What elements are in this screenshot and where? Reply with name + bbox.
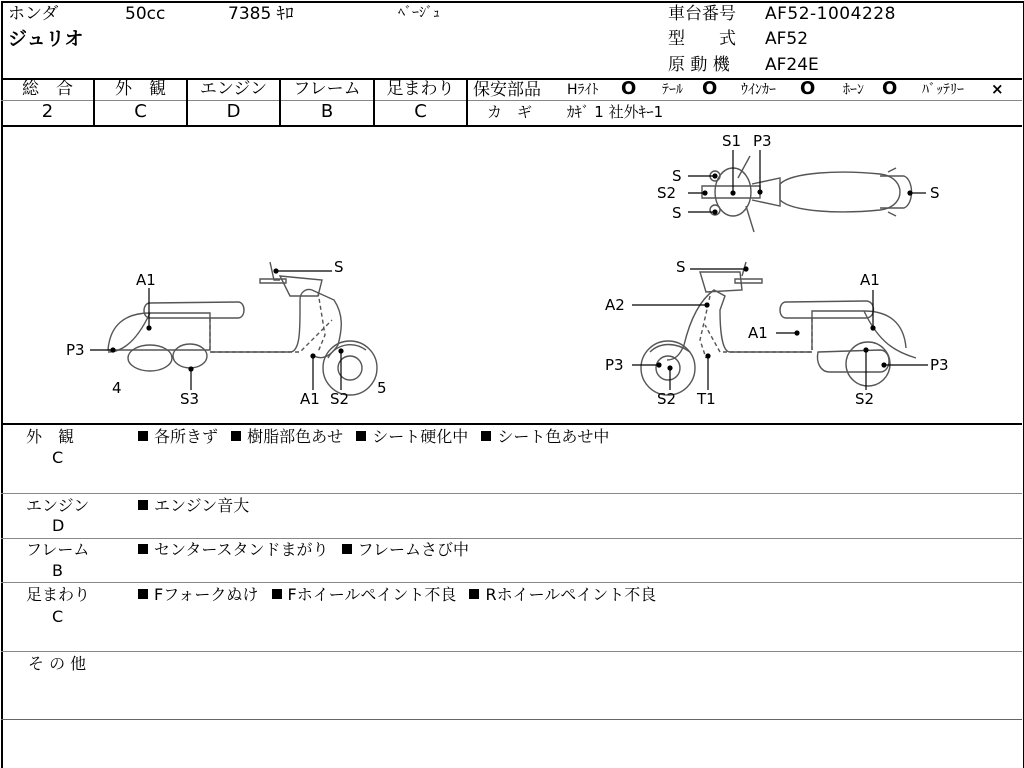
safety-battery-status: × <box>991 80 1004 98</box>
top-label-S1: S1 <box>722 132 742 150</box>
damage-diagram <box>0 126 1024 423</box>
maker: ホンダ <box>8 4 59 24</box>
right-label-A2: A2 <box>605 296 625 314</box>
frame-number-label: 車台番号 <box>668 4 736 24</box>
type-value: AF52 <box>765 29 809 49</box>
bullet-icon <box>138 544 148 554</box>
grade-chassis-label: 足まわり <box>386 79 455 99</box>
left-label-S2: S2 <box>330 390 350 408</box>
bullet-icon <box>138 500 148 510</box>
diagram-bottom-line <box>1 423 1022 425</box>
safety-winker-status: O <box>800 78 816 99</box>
key-label: カ ギ <box>487 103 533 121</box>
bullet-icon <box>481 431 491 441</box>
top-label-S-upper: S <box>672 167 682 185</box>
remark-item: センタースタンドまがり <box>154 540 329 559</box>
remark-item: Rホイールペイント不良 <box>485 585 657 604</box>
left-label-A1b: A1 <box>300 390 320 408</box>
right-label-S2: S2 <box>657 390 677 408</box>
remarks-divider-4 <box>1 651 1022 652</box>
grade-engine-value: D <box>226 101 241 122</box>
safety-tail: ﾃｰﾙ <box>662 82 683 98</box>
remark-item: シート硬化中 <box>372 427 469 446</box>
remark-item: Fホイールペイント不良 <box>287 585 457 604</box>
top-label-S-rear: S <box>930 184 940 202</box>
safety-mid-line <box>468 100 1022 101</box>
grade-frame-value: B <box>320 101 334 122</box>
bullet-icon <box>469 589 479 599</box>
displacement: 50cc <box>125 4 166 24</box>
left-label-P3: P3 <box>66 341 85 359</box>
remark-item: Fフォークぬけ <box>154 585 259 604</box>
grade-engine-label: エンジン <box>199 79 268 99</box>
key-value: ｶｷﾞ 1 社外ｷｰ1 <box>567 103 664 121</box>
top-label-P3: P3 <box>753 132 772 150</box>
engine-label: 原 動 機 <box>668 55 730 75</box>
remark-chassis-list <box>138 587 656 603</box>
safety-winker: ｳｲﾝｶｰ <box>741 82 776 98</box>
left-label-S3: S3 <box>180 390 200 408</box>
grade-exterior-value: C <box>134 101 147 122</box>
remark-engine-grade: D <box>52 516 65 535</box>
frame-number: AF52-1004228 <box>765 4 896 24</box>
remark-item: 樹脂部色あせ <box>247 427 344 446</box>
bullet-icon <box>138 431 148 441</box>
right-label-T1: T1 <box>697 390 716 408</box>
bullet-icon <box>231 431 241 441</box>
top-label-S2: S2 <box>657 184 677 202</box>
remarks-divider-2 <box>1 538 1022 539</box>
remark-frame-grade: B <box>52 561 63 580</box>
left-label-A1: A1 <box>136 271 156 289</box>
left-label-4: 4 <box>112 379 122 397</box>
grade-chassis-value: C <box>414 101 427 122</box>
left-label-5: 5 <box>377 379 387 397</box>
right-label-P3: P3 <box>605 356 624 374</box>
top-label-S-lower: S <box>672 204 682 222</box>
bullet-icon <box>138 589 148 599</box>
right-label-S: S <box>676 258 686 276</box>
remark-frame-category: フレーム <box>26 540 90 559</box>
remark-other-category: そ の 他 <box>28 654 87 673</box>
left-label-S: S <box>334 258 344 276</box>
safety-tail-status: O <box>702 78 718 99</box>
model-name: ジュリオ <box>8 28 84 50</box>
safety-horn: ﾎｰﾝ <box>843 82 864 98</box>
right-label-A1: A1 <box>860 271 880 289</box>
bullet-icon <box>342 544 352 554</box>
mileage: 7385 ｷﾛ <box>228 4 294 24</box>
remark-engine-list <box>138 498 249 514</box>
remark-chassis-category: 足まわり <box>26 585 91 604</box>
right-label-S2b: S2 <box>855 390 875 408</box>
grade-col-5 <box>466 79 468 125</box>
remarks-divider-3 <box>1 582 1022 583</box>
engine-value: AF24E <box>765 55 819 75</box>
safety-headlight-status: O <box>621 78 637 99</box>
remarks-divider-1 <box>1 493 1022 494</box>
safety-headlight: Hﾗｲﾄ <box>567 82 599 98</box>
remark-frame-list <box>138 542 469 558</box>
grade-total-value: 2 <box>41 101 54 122</box>
safety-label: 保安部品 <box>473 80 541 100</box>
color: ﾍﾞｰｼﾞｭ <box>398 5 440 21</box>
grade-frame-label: フレーム <box>293 79 361 99</box>
right-label-P3b: P3 <box>930 356 949 374</box>
grade-exterior-label: 外 観 <box>115 79 166 99</box>
remark-item: シート色あせ中 <box>497 427 610 446</box>
safety-battery: ﾊﾞｯﾃﾘｰ <box>922 82 964 98</box>
type-label: 型 式 <box>668 29 736 49</box>
remark-item: エンジン音大 <box>154 496 250 515</box>
remark-chassis-grade: C <box>52 607 64 626</box>
bullet-icon <box>272 589 282 599</box>
remark-item: 各所きず <box>154 427 219 446</box>
grade-total-label: 総 合 <box>22 79 73 99</box>
safety-horn-status: O <box>882 78 898 99</box>
bullet-icon <box>356 431 366 441</box>
remark-exterior-list <box>138 429 609 445</box>
right-label-A1b: A1 <box>748 324 768 342</box>
remark-item: フレームさび中 <box>357 540 470 559</box>
remarks-divider-5 <box>1 719 1022 720</box>
remark-exterior-category: 外 観 <box>26 427 75 446</box>
remark-exterior-grade: C <box>52 448 64 467</box>
remark-engine-category: エンジン <box>26 496 90 515</box>
